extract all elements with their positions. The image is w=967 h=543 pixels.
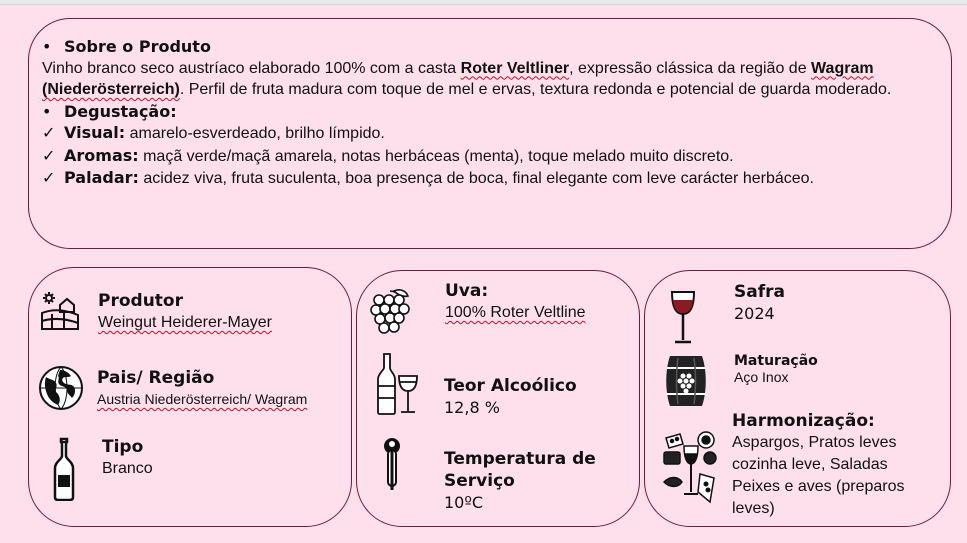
tasting-row-visual: ✓ Visual: amarelo-esverdeado, brilho límpido. <box>42 123 385 142</box>
producer-title: Produtor <box>98 291 183 311</box>
pairing-line: Peixes e aves (preparos <box>732 478 905 495</box>
tasting-heading: • Degustação: <box>42 101 177 121</box>
grape-block <box>445 280 586 324</box>
food-pairing-icon <box>662 430 720 506</box>
bottle-glass-icon <box>376 352 422 416</box>
aging-block <box>734 353 818 385</box>
temperature-value: 10ºC <box>444 493 484 512</box>
producer-block <box>98 290 272 334</box>
alcohol-block <box>444 375 577 419</box>
aging-title: Maturação <box>734 353 818 369</box>
top-border <box>0 0 967 5</box>
pairing-title: Harmonização: <box>732 411 875 431</box>
pairing-line: Aspargos, Pratos leves <box>732 434 897 451</box>
about-heading: • Sobre o Produto <box>42 37 211 56</box>
country-title: Pais/ Região <box>97 368 215 388</box>
wine-glass-icon <box>668 290 698 346</box>
grape-title: Uva: <box>445 281 489 301</box>
producer-value: Weingut Heiderer-Mayer <box>98 314 272 331</box>
globe-icon <box>38 365 84 411</box>
type-title: Tipo <box>102 437 144 457</box>
pairing-block <box>732 410 905 520</box>
type-value: Branco <box>102 460 153 477</box>
tasting-row-aromas: ✓ Aromas: maçã verde/maçã amarela, notas herbáceas (menta), toque melado muito discreto. <box>42 145 734 165</box>
barrel-icon <box>664 354 708 408</box>
farm-icon <box>40 291 80 331</box>
country-block <box>97 367 307 409</box>
temperature-title-2: Serviço <box>444 471 515 491</box>
vintage-value: 2024 <box>734 304 775 323</box>
grape-value: 100% Roter Veltline <box>445 304 586 321</box>
thermometer-icon <box>380 436 404 494</box>
alcohol-value: 12,8 % <box>444 398 500 417</box>
pairing-line: cozinha leve, Saladas <box>732 456 888 473</box>
aging-value: Aço Inox <box>734 369 789 385</box>
temperature-title-1: Temperatura de <box>444 449 596 469</box>
type-block <box>102 436 153 480</box>
about-text: Vinho branco seco austríaco elaborado 100% com a casta Roter Veltliner, expressão clássica da região de Wagram (Niederösterreich). Perfil de fruta madura com toque de mel e ervas, textura redonda e potencial de guarda moderado. <box>42 59 892 98</box>
temperature-block <box>444 448 596 514</box>
vintage-block <box>734 281 785 325</box>
tasting-row-palate: ✓ Paladar: acidez viva, fruta suculenta, boa presença de boca, final elegante com leve carácter herbáceo. <box>42 168 814 187</box>
grapes-icon <box>370 287 412 335</box>
country-value: Austria Niederösterreich/ Wagram <box>97 391 308 407</box>
pairing-line: leves) <box>732 500 775 517</box>
product-description <box>42 36 932 190</box>
alcohol-title: Teor Alcoólico <box>444 376 577 396</box>
bottle-icon <box>52 437 76 501</box>
vintage-title: Safra <box>734 282 785 302</box>
